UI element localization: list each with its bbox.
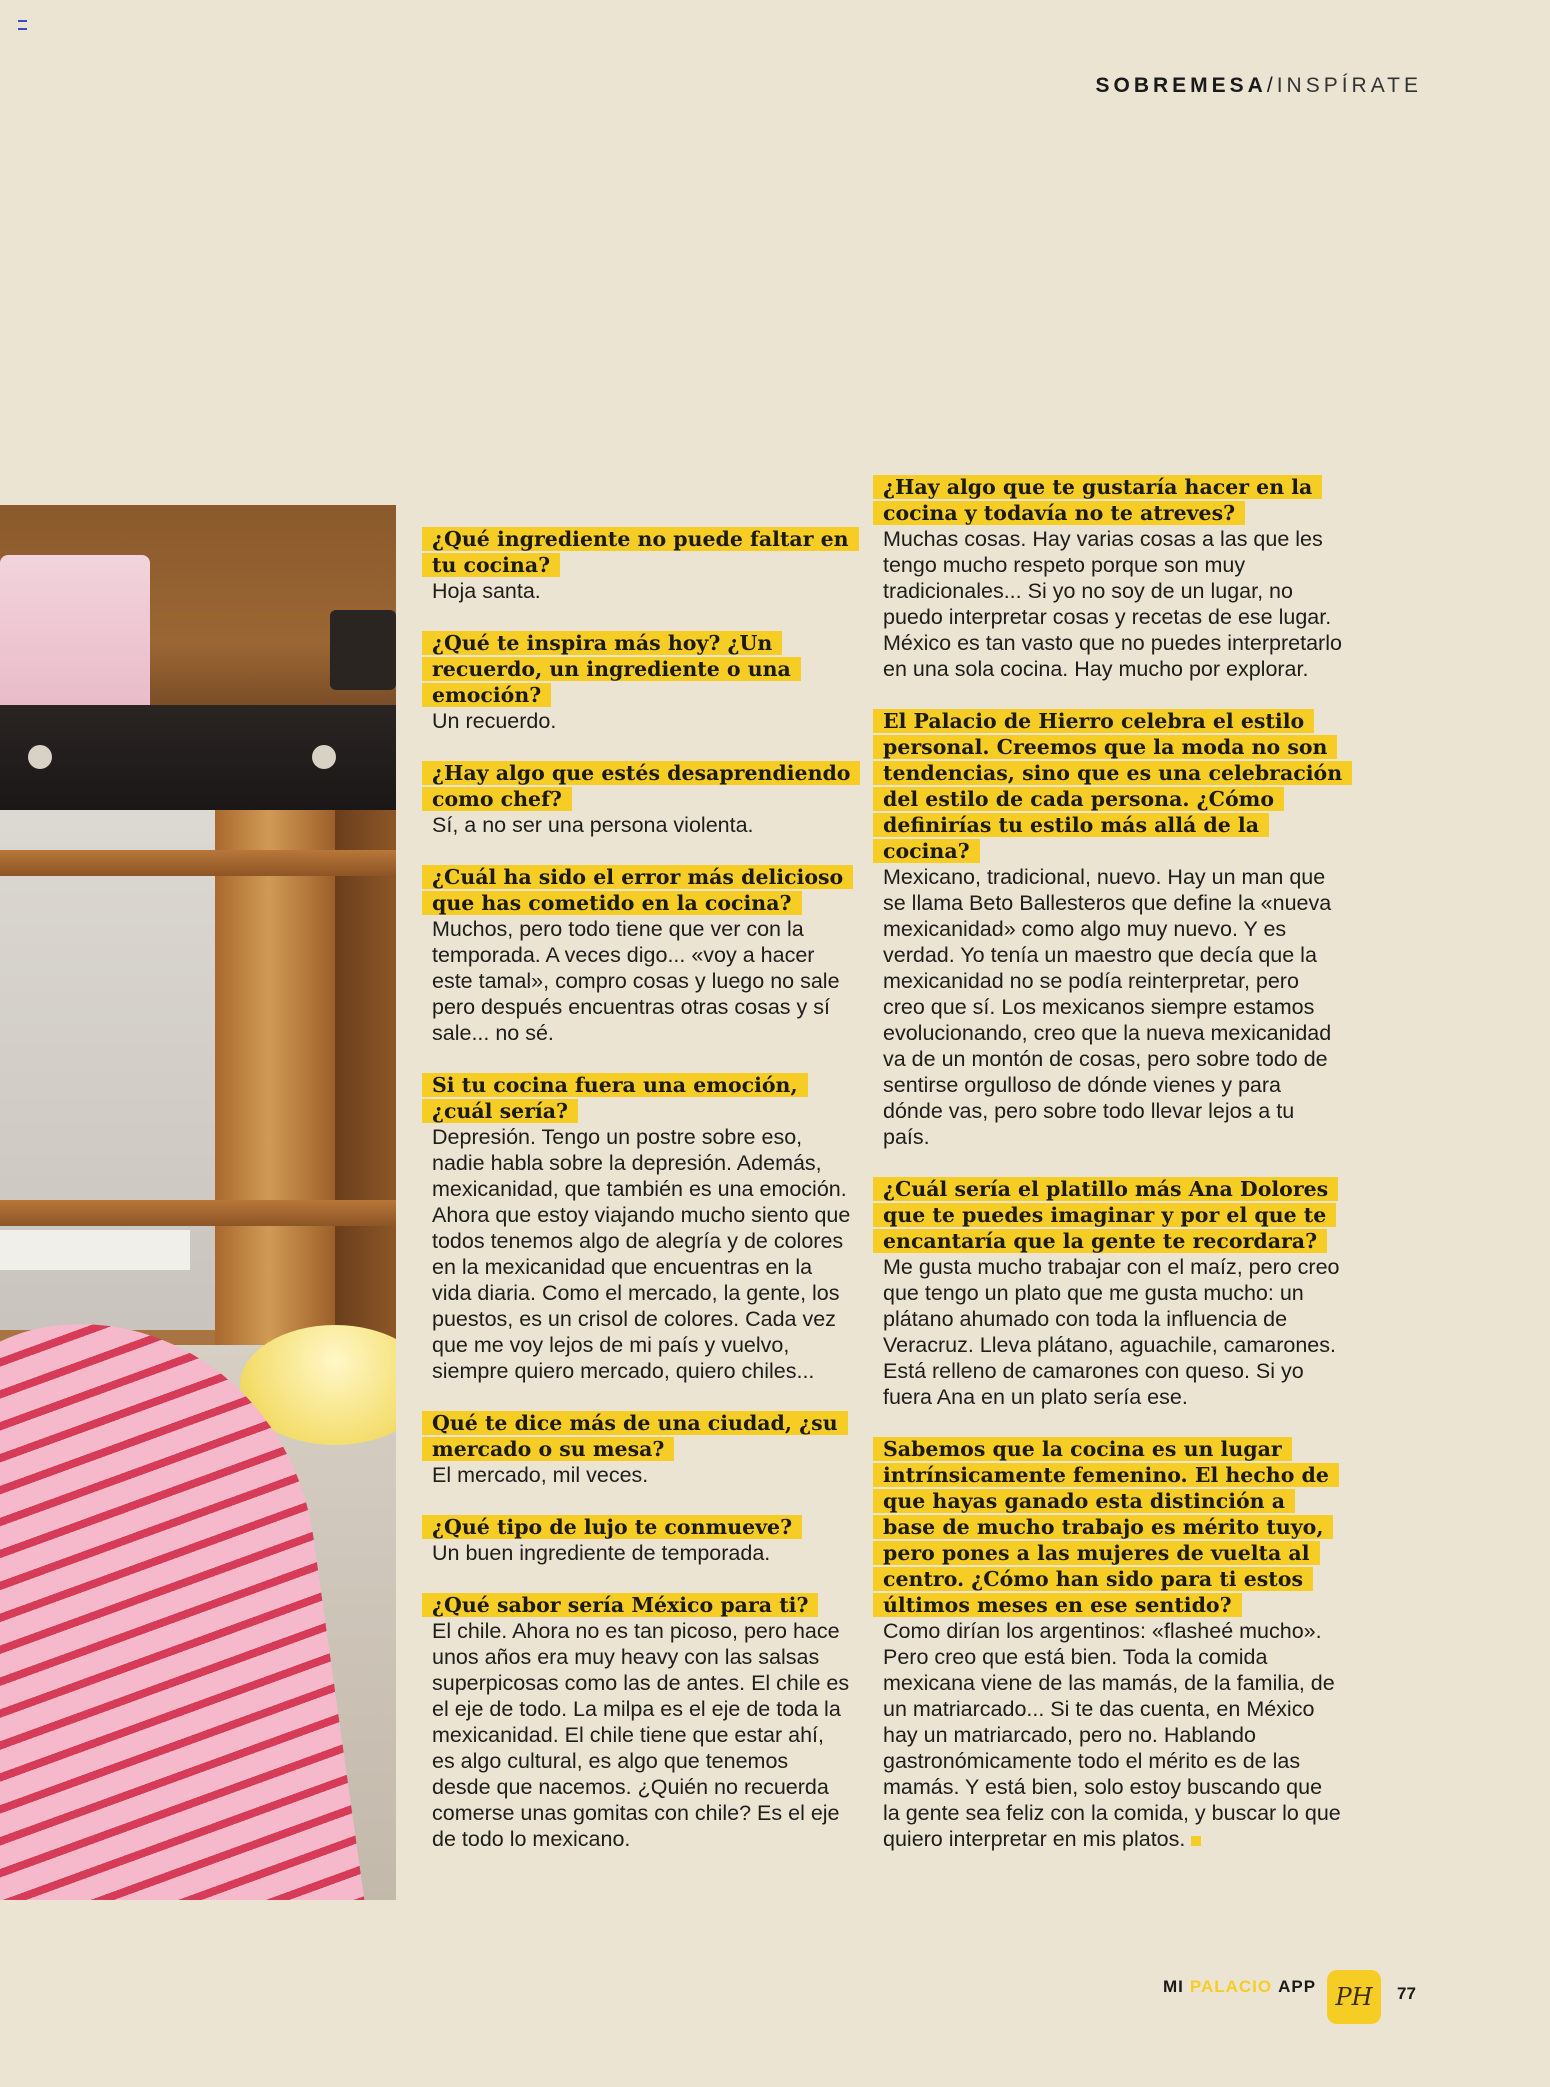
photo-shelf-post-right	[335, 810, 396, 1350]
photo-shelf-post	[215, 810, 335, 1350]
qa-item	[432, 760, 852, 838]
question: El Palacio de Hierro celebra el estilo personal. Creemos que la moda no son tendencias, sino que es una celebración del estilo de cada persona. ¿Cómo definirías tu estilo más allá de la cocina?	[883, 709, 1343, 863]
photo-white-stack	[0, 1230, 190, 1270]
answer: Me gusta mucho trabajar con el maíz, pero creo que tengo un plato que me gusta mucho: un plátano ahumado con toda la influencia de Veracruz. Lleva plátano, aguachile, camarones. Está relleno de camarones con queso. Si yo fuera Ana en un plato sería ese.	[883, 1255, 1340, 1409]
qa-item	[432, 1410, 852, 1488]
palacio-logo-icon	[1327, 1970, 1381, 2024]
answer: Sí, a no ser una persona violenta.	[432, 813, 754, 837]
interview-column-right	[883, 474, 1343, 1878]
question: ¿Hay algo que te gustaría hacer en la cocina y todavía no te atreves?	[883, 475, 1313, 525]
menu-icon[interactable]	[18, 20, 27, 30]
section-separator: /	[1266, 74, 1277, 97]
section-header	[1096, 74, 1423, 98]
qa-item	[883, 474, 1343, 682]
answer: Hoja santa.	[432, 579, 541, 603]
qa-item	[432, 1514, 852, 1566]
answer: Muchas cosas. Hay varias cosas a las que les tengo mucho respeto porque son muy tradicionales... Si yo no soy de un lugar, no puedo interpretar cosas y recetas de ese lugar. México es tan vasto que no puedes interpretarlo en una sola cocina. Hay mucho por explorar.	[883, 527, 1342, 681]
photo-pink-box	[0, 555, 150, 725]
answer: Mexicano, tradicional, nuevo. Hay un man que se llama Beto Ballesteros que define la «nueva mexicanidad» como algo muy nuevo. Y es verdad. Yo tenía un maestro que decía que la mexicanidad no se podía reinterpretar, pero creo que sí. Los mexicanos siempre estamos evolucionando, creo que la nueva mexicanidad va de un montón de cosas, pero sobre todo de sentirse orgulloso de dónde vienes y para dónde vas, pero sobre todo llevar lejos a tu país.	[883, 865, 1332, 1149]
question: ¿Qué te inspira más hoy? ¿Un recuerdo, un ingrediente o una emoción?	[432, 631, 791, 707]
answer: Un recuerdo.	[432, 709, 557, 733]
photo-shelf-plank	[0, 850, 396, 876]
qa-item	[432, 526, 852, 604]
qa-item	[432, 1592, 852, 1852]
question: Qué te dice más de una ciudad, ¿su mercado o su mesa?	[432, 1411, 838, 1461]
qa-item	[883, 1436, 1343, 1852]
question: ¿Qué ingrediente no puede faltar en tu cocina?	[432, 527, 849, 577]
question: ¿Cuál ha sido el error más delicioso que has cometido en la cocina?	[432, 865, 844, 915]
interview-column-left	[432, 526, 852, 1878]
footer-palacio: PALACIO	[1189, 1977, 1273, 1996]
end-mark-icon	[1191, 1836, 1201, 1846]
answer-text: Como dirían los argentinos: «flasheé mucho». Pero creo que está bien. Toda la comida mexicana viene de las mamás, de la familia, de un matriarcado... Si te das cuenta, en México hay un matriarcado, pero no. Hablando gastronómicamente todo el mérito es de las mamás. Y está bien, solo estoy buscando que la gente sea feliz con la comida, y buscar lo que quiero interpretar en mis platos.	[883, 1619, 1341, 1851]
answer: Depresión. Tengo un postre sobre eso, nadie habla sobre la depresión. Además, mexicanidad, que también es una emoción. Ahora que estoy viajando mucho siento que todos tenemos algo de alegría y de colores en la mexicanidad que encuentras en la vida diaria. Como el mercado, la gente, los puestos, es un crisol de colores. Cada vez que me voy lejos de mi país y vuelvo, siempre quiero mercado, quiero chiles...	[432, 1125, 851, 1383]
answer: El mercado, mil veces.	[432, 1463, 649, 1487]
footer-mi: MI	[1163, 1977, 1184, 1996]
question: ¿Hay algo que estés desaprendiendo como chef?	[432, 761, 851, 811]
question: ¿Cuál sería el platillo más Ana Dolores que te puedes imaginar y por el que te encantaría que la gente te recordara?	[883, 1177, 1329, 1253]
section-title: SOBREMESA	[1095, 74, 1267, 97]
footer-app: APP	[1278, 1977, 1317, 1996]
qa-item	[883, 708, 1343, 1150]
chef-photo	[0, 505, 396, 1900]
photo-knob	[312, 745, 336, 769]
answer: Muchos, pero todo tiene que ver con la temporada. A veces digo... «voy a hacer este tamal», compro cosas y luego no sale pero después encuentras otras cosas y sí sale... no sé.	[432, 917, 840, 1045]
subsection-title: INSPÍRATE	[1276, 74, 1422, 97]
answer: Un buen ingrediente de temporada.	[432, 1541, 771, 1565]
answer	[883, 1618, 1343, 1852]
question: Si tu cocina fuera una emoción, ¿cuál sería?	[432, 1073, 798, 1123]
photo-drawer	[0, 705, 396, 810]
photo-dark-box	[330, 610, 396, 690]
question: Sabemos que la cocina es un lugar intrínsicamente femenino. El hecho de que hayas ganado esta distinción a base de mucho trabajo es mérito tuyo, pero pones a las mujeres de vuelta al centro. ¿Cómo han sido para ti estos últimos meses en ese sentido?	[883, 1437, 1329, 1617]
qa-item	[432, 864, 852, 1046]
logo-monogram: PH	[1335, 1983, 1373, 2011]
photo-shelf-plank	[0, 1200, 396, 1226]
page-number: 77	[1397, 1984, 1416, 2003]
question: ¿Qué sabor sería México para ti?	[432, 1593, 809, 1617]
qa-item	[432, 630, 852, 734]
question: ¿Qué tipo de lujo te conmueve?	[432, 1515, 793, 1539]
photo-knob	[28, 745, 52, 769]
qa-item	[432, 1072, 852, 1384]
answer: El chile. Ahora no es tan picoso, pero hace unos años era muy heavy con las salsas superpicosas como las de antes. El chile es el eje de todo. La milpa es el eje de toda la mexicanidad. El chile tiene que estar ahí, es algo cultural, es algo que tenemos desde que nacemos. ¿Quién no recuerda comerse unas gomitas con chile? Es el eje de todo lo mexicano.	[432, 1619, 850, 1851]
qa-item	[883, 1176, 1343, 1410]
footer-brand	[1163, 1977, 1316, 1997]
